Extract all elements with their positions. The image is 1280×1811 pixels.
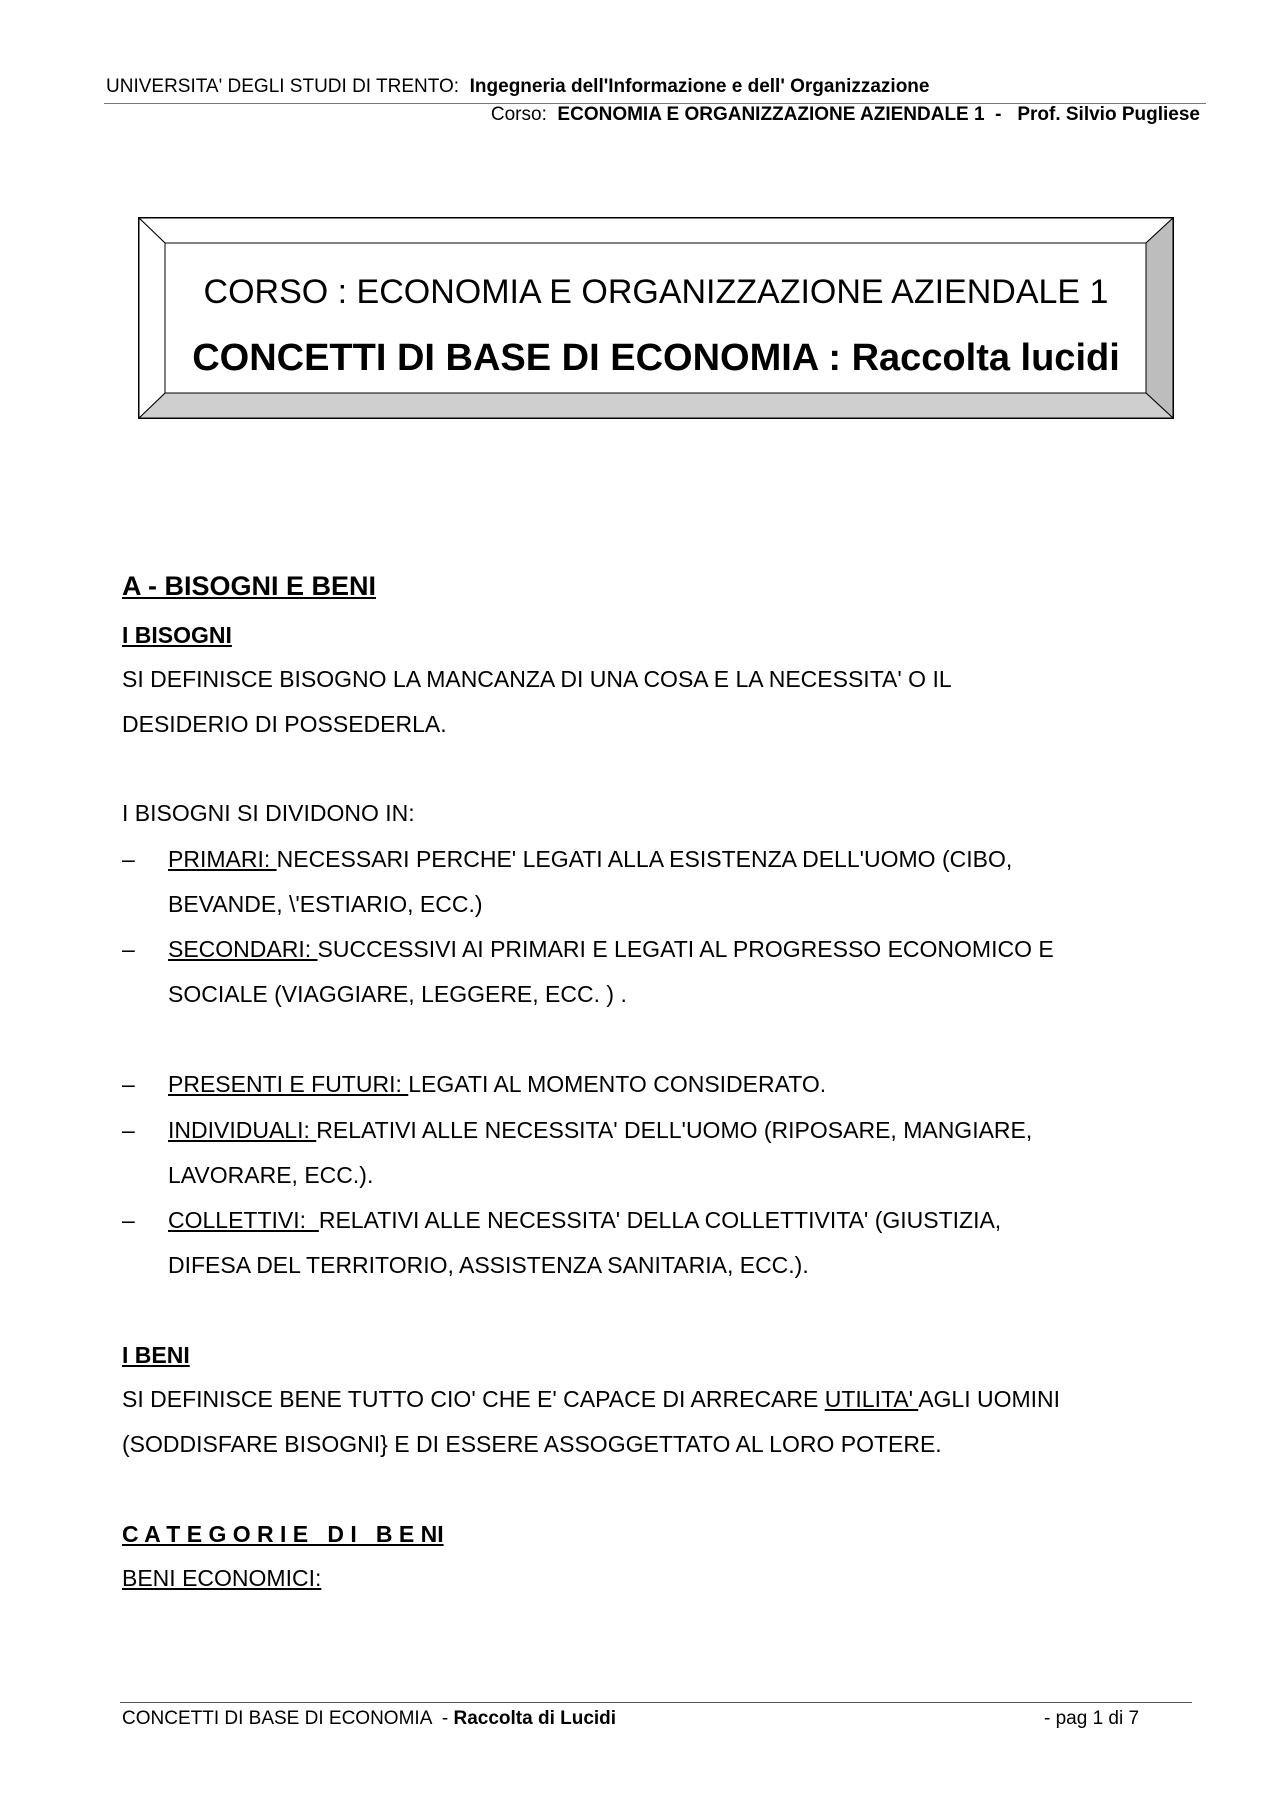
item-term: SECONDARI:: [168, 936, 318, 962]
categorie-heading: C A T E G O R I E D I B E NI: [122, 1521, 444, 1547]
footer-doc-title: CONCETTI DI BASE DI ECONOMIA -: [122, 1708, 454, 1729]
bisogni-heading: I BISOGNI: [122, 622, 232, 648]
dash-bullet: –: [122, 936, 135, 962]
item-term: COLLETTIVI:: [168, 1207, 319, 1233]
bisogni-def-2: DESIDERIO DI POSSEDERLA.: [122, 711, 447, 737]
item-term: INDIVIDUALI:: [168, 1117, 317, 1143]
beni-def-text: SI DEFINISCE BENE TUTTO CIO' CHE E' CAPACE DI ARRECARE: [122, 1386, 825, 1412]
separator: -: [995, 104, 1002, 125]
course-title: CORSO : ECONOMIA E ORGANIZZAZIONE AZIENDALE 1: [203, 273, 1109, 311]
professor: Prof. Silvio Pugliese: [1017, 104, 1200, 125]
course-label: Corso:: [490, 104, 547, 125]
item-text: RELATIVI ALLE NECESSITA' DELLA COLLETTIVITA' (GIUSTIZIA,: [318, 1207, 1002, 1233]
item-text: LEGATI AL MOMENTO CONSIDERATO.: [408, 1071, 827, 1097]
header-line-1: [106, 76, 929, 98]
item-text: RELATIVI ALLE NECESSITA' DELL'UOMO (RIPOSARE, MANGIARE,: [316, 1117, 1033, 1143]
footer-subtitle: Raccolta di Lucidi: [453, 1708, 617, 1729]
item-text: SUCCESSIVI AI PRIMARI E LEGATI AL PROGRESSO ECONOMICO E: [317, 936, 1054, 962]
dash-bullet: –: [122, 1117, 135, 1143]
item-text-cont: DIFESA DEL TERRITORIO, ASSISTENZA SANITARIA, ECC.).: [168, 1252, 809, 1278]
beni-economici: BENI ECONOMICI:: [122, 1565, 322, 1591]
faculty: Ingegneria dell'Informazione e dell' Organizzazione: [469, 76, 930, 97]
bisogni-division: I BISOGNI SI DIVIDONO IN:: [122, 800, 415, 826]
item-text-cont: SOCIALE (VIAGGIARE, LEGGERE, ECC. ) .: [168, 981, 627, 1007]
item-term: PRESENTI E FUTURI:: [168, 1071, 409, 1097]
dash-bullet: –: [122, 1071, 135, 1097]
dash-bullet: –: [122, 846, 135, 872]
page-number: - pag 1 di 7: [1044, 1708, 1140, 1729]
bevel-frame: [138, 217, 1174, 419]
footer-rule: [120, 1702, 1192, 1703]
beni-def-utilita: UTILITA': [824, 1386, 919, 1412]
dash-bullet: –: [122, 1207, 135, 1233]
section-heading: A - BISOGNI E BENI: [122, 571, 377, 601]
title-box: [138, 217, 1174, 419]
beni-heading: I BENI: [122, 1342, 190, 1368]
beni-def-text-end: AGLI UOMINI: [918, 1386, 1061, 1412]
item-text-cont: BEVANDE, \'ESTIARIO, ECC.): [168, 891, 483, 917]
document-title: CONCETTI DI BASE DI ECONOMIA : Raccolta lucidi: [192, 337, 1120, 379]
item-text: NECESSARI PERCHE' LEGATI ALLA ESISTENZA DELL'UOMO (CIBO,: [276, 846, 1013, 872]
beni-def-2: (SODDISFARE BISOGNI} E DI ESSERE ASSOGGETTATO AL LORO POTERE.: [122, 1431, 942, 1457]
item-term: PRIMARI:: [168, 846, 277, 872]
item-text-cont: LAVORARE, ECC.).: [168, 1162, 374, 1188]
university: UNIVERSITA' DEGLI STUDI DI TRENTO:: [106, 76, 460, 97]
footer-title: [122, 1708, 616, 1730]
header-line-2: [491, 104, 1200, 126]
bisogni-def-1: SI DEFINISCE BISOGNO LA MANCANZA DI UNA COSA E LA NECESSITA' O IL: [122, 666, 952, 692]
course: ECONOMIA E ORGANIZZAZIONE AZIENDALE 1: [557, 104, 985, 125]
